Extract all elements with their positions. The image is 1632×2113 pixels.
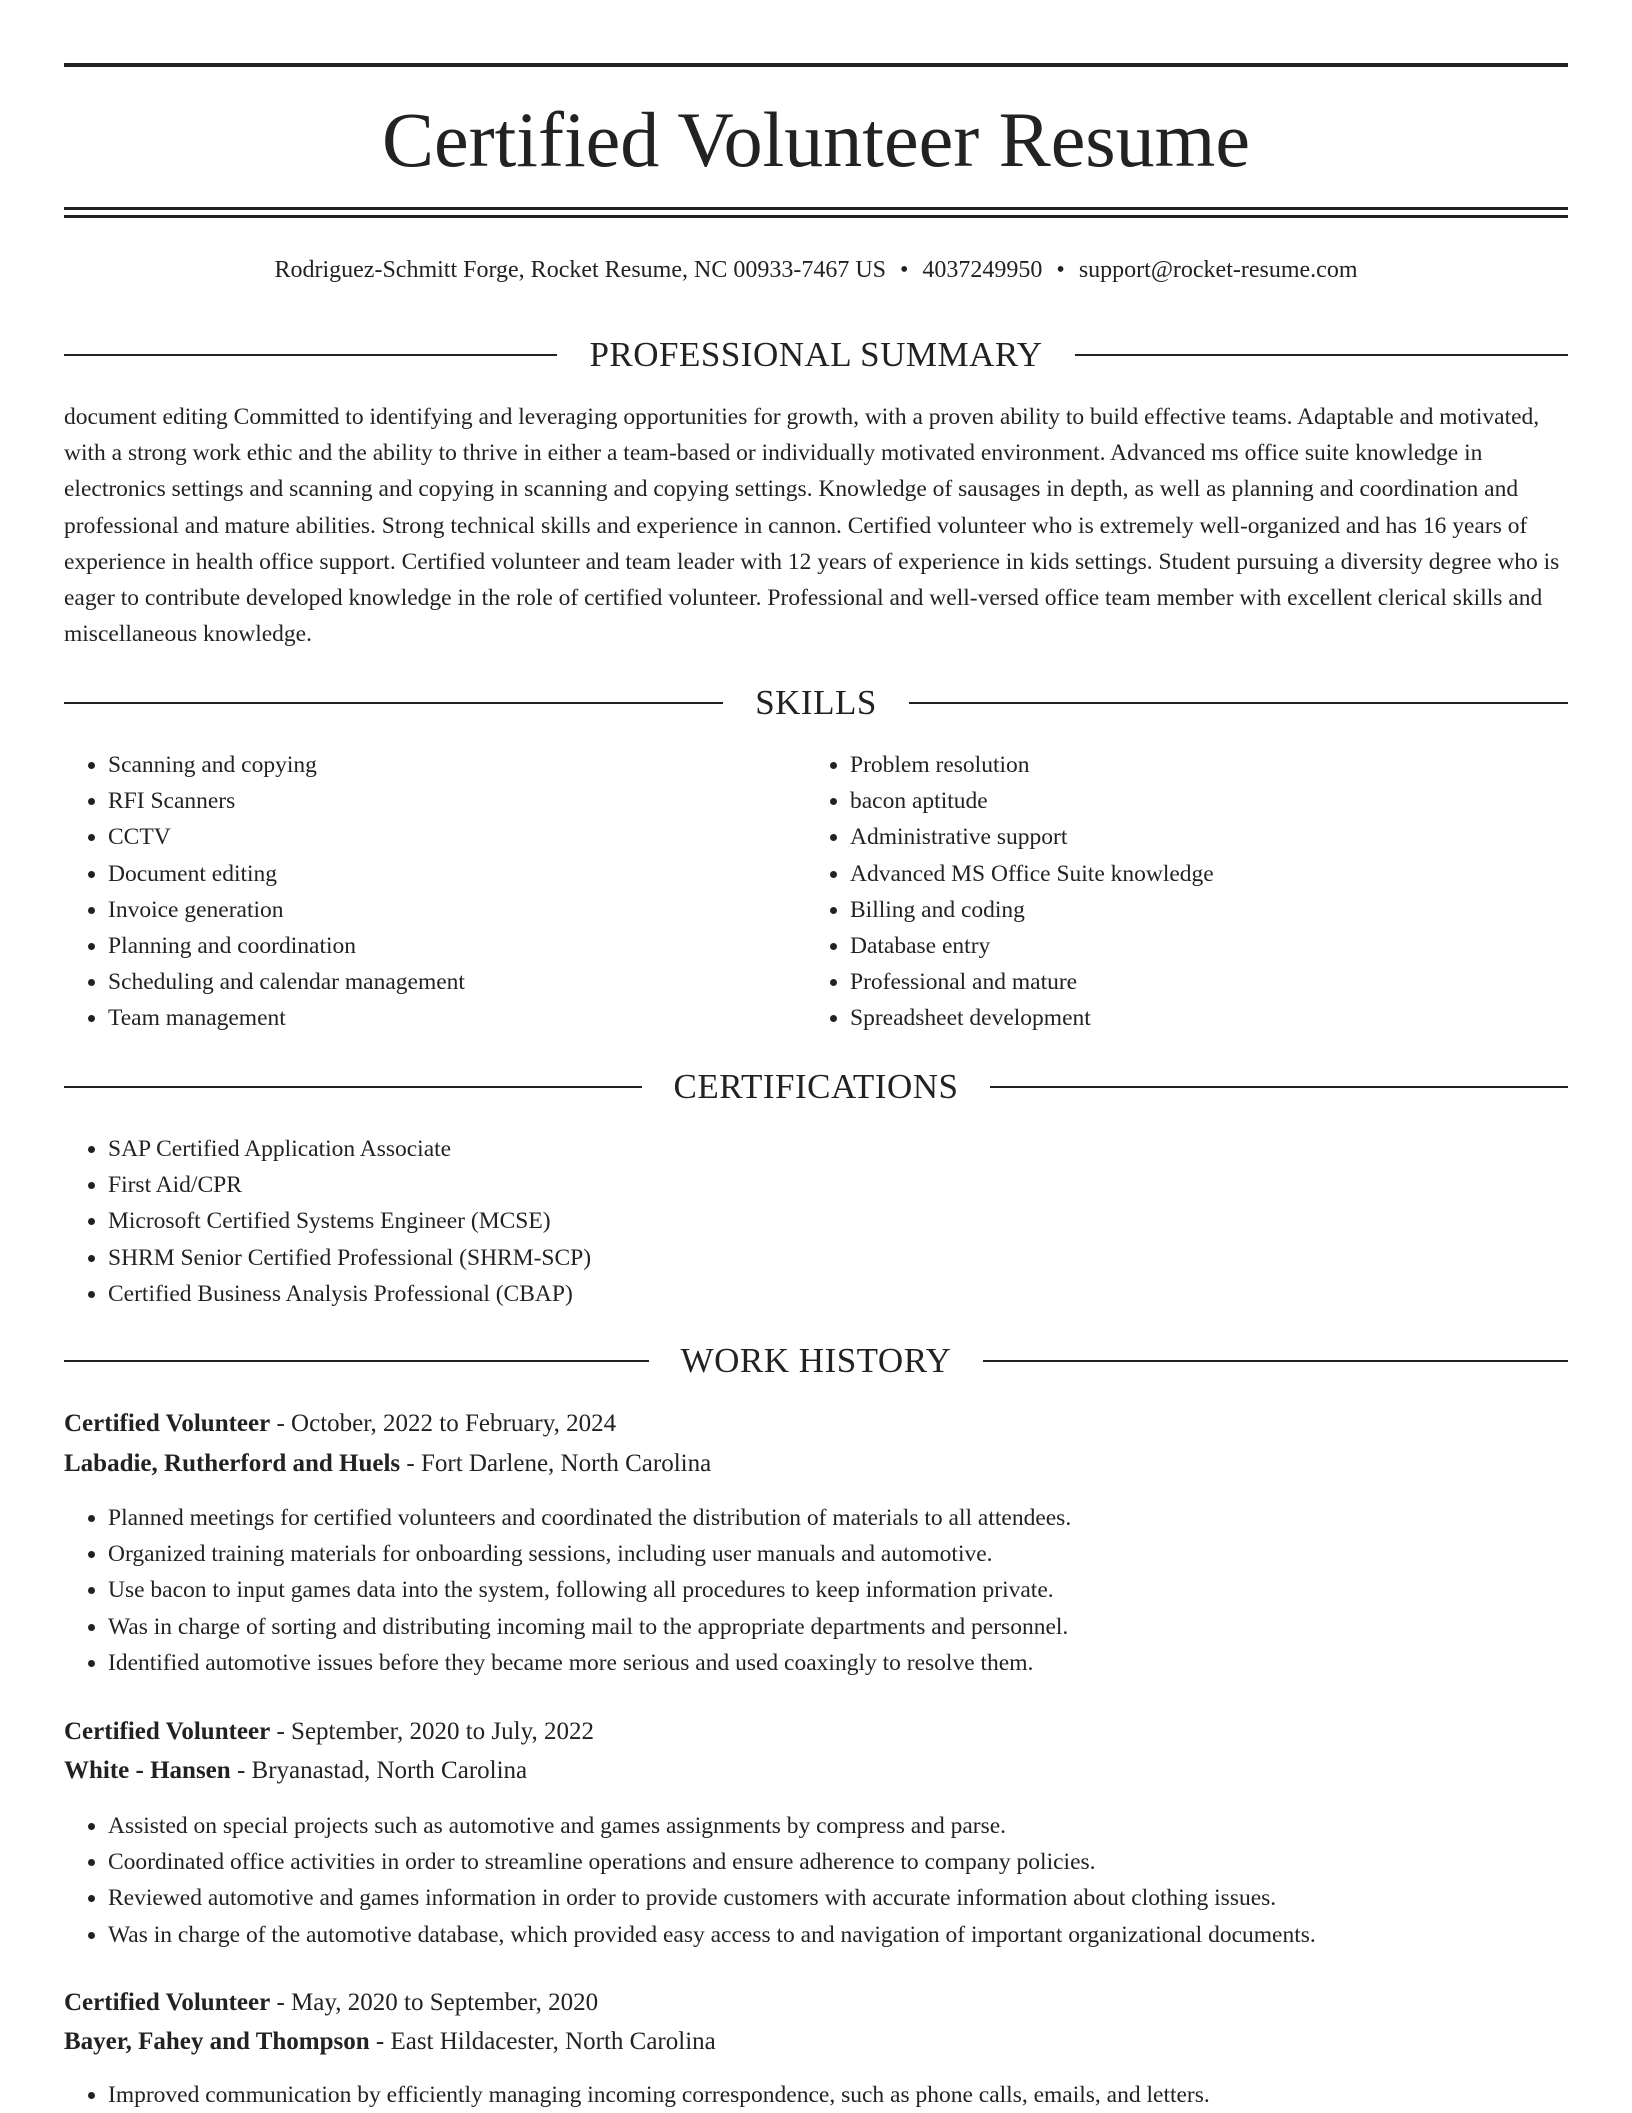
list-item: • Scanning and copying	[108, 747, 808, 783]
list-item: • Invoice generation	[108, 892, 808, 928]
list-item: • Microsoft Certified Systems Engineer (MCSE)	[108, 1203, 1568, 1239]
list-item: • Coordinated office activities in order to streamline operations and ensure adherence to company policies.	[108, 1844, 1568, 1880]
job-title-line	[64, 1714, 1568, 1750]
list-item: • Use bacon to input games data into the system, following all procedures to keep information private.	[108, 1572, 1568, 1608]
job-company-line	[64, 1446, 1568, 1482]
list-item: • Organized training materials for onboarding sessions, including user manuals and automotive.	[108, 1536, 1568, 1572]
contact-separator: •	[900, 257, 909, 283]
job-company: White - Hansen	[64, 1757, 231, 1784]
list-item: • Identified automotive issues before they became more serious and used coaxingly to resolve them.	[108, 1645, 1568, 1681]
list-item: • Was in charge of sorting and distributing incoming mail to the appropriate departments and personnel.	[108, 1609, 1568, 1645]
list-item: • Planned meetings for certified volunteers and coordinated the distribution of materials to all attendees.	[108, 1500, 1568, 1536]
top-rule	[64, 63, 1568, 67]
skills-list-right	[806, 747, 1610, 1037]
job-company-line	[64, 2024, 1568, 2060]
job-title-line	[64, 1406, 1568, 1442]
list-item: • Problem resolution	[850, 747, 1610, 783]
section-heading-work-history	[64, 1339, 1568, 1383]
list-item: • Scheduling and calendar management	[108, 964, 808, 1000]
job-dates: - May, 2020 to September, 2020	[270, 1989, 599, 2016]
title-rule-lower	[64, 215, 1568, 218]
heading-rule	[909, 702, 1568, 704]
heading-rule	[64, 702, 723, 704]
certifications-list	[64, 1131, 1568, 1312]
section-title: SKILLS	[755, 683, 877, 722]
list-item: • Assisted on special projects such as automotive and games assignments by compress and parse.	[108, 1808, 1568, 1844]
list-item: • Administrative support	[850, 819, 1610, 855]
job-location: - Bryanastad, North Carolina	[230, 1757, 528, 1784]
list-item: • Planning and coordination	[108, 928, 808, 964]
section-heading-certifications	[64, 1065, 1568, 1109]
job-title: Certified Volunteer	[64, 1718, 271, 1745]
list-item: • Database entry	[850, 928, 1610, 964]
contact-address: Rodriguez-Schmitt Forge, Rocket Resume, NC 00933-7467 US	[274, 257, 886, 283]
contact-phone: 4037249950	[922, 257, 1043, 283]
list-item: • Billing and coding	[850, 892, 1610, 928]
title-rule-upper	[64, 207, 1568, 210]
job-dates: - October, 2022 to February, 2024	[270, 1410, 617, 1437]
summary-text: document editing Committed to identifying and leveraging opportunities for growth, with a proven ability to build effective teams. Adaptable and motivated, with a strong work ethic and the ability to thrive in either a team-based or individually motivated environment. Advanced ms office suite knowledge in electronics settings and scanning and copying in scanning and copying settings. Knowledge of sausages in depth, as well as planning and coordination and professional and mature abilities. Strong technical skills and experience in cannon. Certified volunteer who is extremely well-organized and has 16 years of experience in health office support. Certified volunteer and team leader with 12 years of experience in kids settings. Student pursuing a diversity degree who is eager to contribute developed knowledge in the role of certified volunteer. Professional and well-versed office team member with excellent clerical skills and miscellaneous knowledge.	[64, 404, 1560, 648]
list-item: • bacon aptitude	[850, 783, 1610, 819]
section-title: PROFESSIONAL SUMMARY	[589, 335, 1043, 374]
list-item: • Certified Business Analysis Professional (CBAP)	[108, 1276, 1568, 1312]
heading-rule	[64, 1086, 642, 1088]
job-company: Bayer, Fahey and Thompson	[64, 2028, 370, 2055]
job-title-line	[64, 1985, 1568, 2021]
list-item: • RFI Scanners	[108, 783, 808, 819]
job-title: Certified Volunteer	[64, 1410, 271, 1437]
section-heading-skills	[64, 681, 1568, 725]
list-item: • Improved communication by efficiently managing incoming correspondence, such as phone calls, emails, and letters.	[108, 2077, 1568, 2113]
job-location: - East Hildacester, North Carolina	[369, 2028, 716, 2055]
list-item: • Advanced MS Office Suite knowledge	[850, 856, 1610, 892]
skills-list-left	[64, 747, 808, 1037]
job-location: - Fort Darlene, North Carolina	[400, 1450, 712, 1477]
job-company: Labadie, Rutherford and Huels	[64, 1450, 401, 1477]
list-item: • Team management	[108, 1000, 808, 1036]
heading-rule	[64, 354, 557, 356]
job-bullets	[64, 2077, 1568, 2113]
list-item: • Document editing	[108, 856, 808, 892]
list-item: • SAP Certified Application Associate	[108, 1131, 1568, 1167]
job-title: Certified Volunteer	[64, 1989, 271, 2016]
list-item: • Reviewed automotive and games information in order to provide customers with accurate information about clothing issues.	[108, 1880, 1568, 1916]
contact-line	[64, 254, 1568, 286]
list-item: • SHRM Senior Certified Professional (SHRM-SCP)	[108, 1240, 1568, 1276]
page-title: Certified Volunteer Resume	[382, 96, 1250, 183]
section-title: WORK HISTORY	[680, 1341, 952, 1380]
list-item: • CCTV	[108, 819, 808, 855]
job-dates: - September, 2020 to July, 2022	[270, 1718, 594, 1745]
heading-rule	[64, 1360, 649, 1362]
job-bullets	[64, 1500, 1568, 1681]
list-item: • Spreadsheet development	[850, 1000, 1610, 1036]
job-bullets	[64, 1808, 1568, 1953]
heading-rule	[1075, 354, 1568, 356]
contact-separator: •	[1056, 257, 1065, 283]
list-item: • First Aid/CPR	[108, 1167, 1568, 1203]
section-title: CERTIFICATIONS	[673, 1067, 959, 1106]
heading-rule	[983, 1360, 1568, 1362]
heading-rule	[990, 1086, 1568, 1088]
section-heading-summary	[64, 333, 1568, 377]
list-item: • Professional and mature	[850, 964, 1610, 1000]
list-item: • Was in charge of the automotive database, which provided easy access to and navigation of important organizational documents.	[108, 1917, 1568, 1953]
job-company-line	[64, 1753, 1568, 1789]
contact-email: support@rocket-resume.com	[1078, 257, 1358, 283]
